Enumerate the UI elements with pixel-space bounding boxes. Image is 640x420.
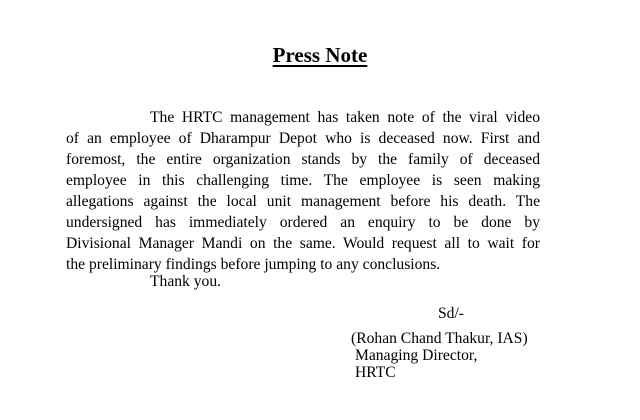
body-line-2: of an employee of Dharampur Depot who is deceased now. First and [66, 130, 540, 147]
body-line-7: Divisional Manager Mandi on the same. Would request all to wait for [66, 235, 540, 252]
signatory-organization: HRTC [355, 364, 396, 381]
signatory-name: (Rohan Chand Thakur, IAS) [351, 330, 528, 347]
title-text: Press Note [272, 43, 368, 67]
document-title [0, 43, 640, 68]
body-line-3: foremost, the entire organization stands by the family of deceased [66, 151, 540, 168]
sd-mark: Sd/- [438, 305, 464, 322]
body-line-1: The HRTC management has taken note of the viral video [150, 109, 540, 126]
body-line-4: employee in this challenging time. The employee is seen making [66, 172, 540, 189]
body-line-6: undersigned has immediately ordered an enquiry to be done by [66, 214, 540, 231]
body-line-5: allegations against the local unit management before his death. The [66, 193, 540, 210]
closing-text: Thank you. [150, 273, 222, 290]
body-line-8: the preliminary findings before jumping to any conclusions. [66, 256, 441, 273]
signatory-designation: Managing Director, [355, 347, 478, 364]
